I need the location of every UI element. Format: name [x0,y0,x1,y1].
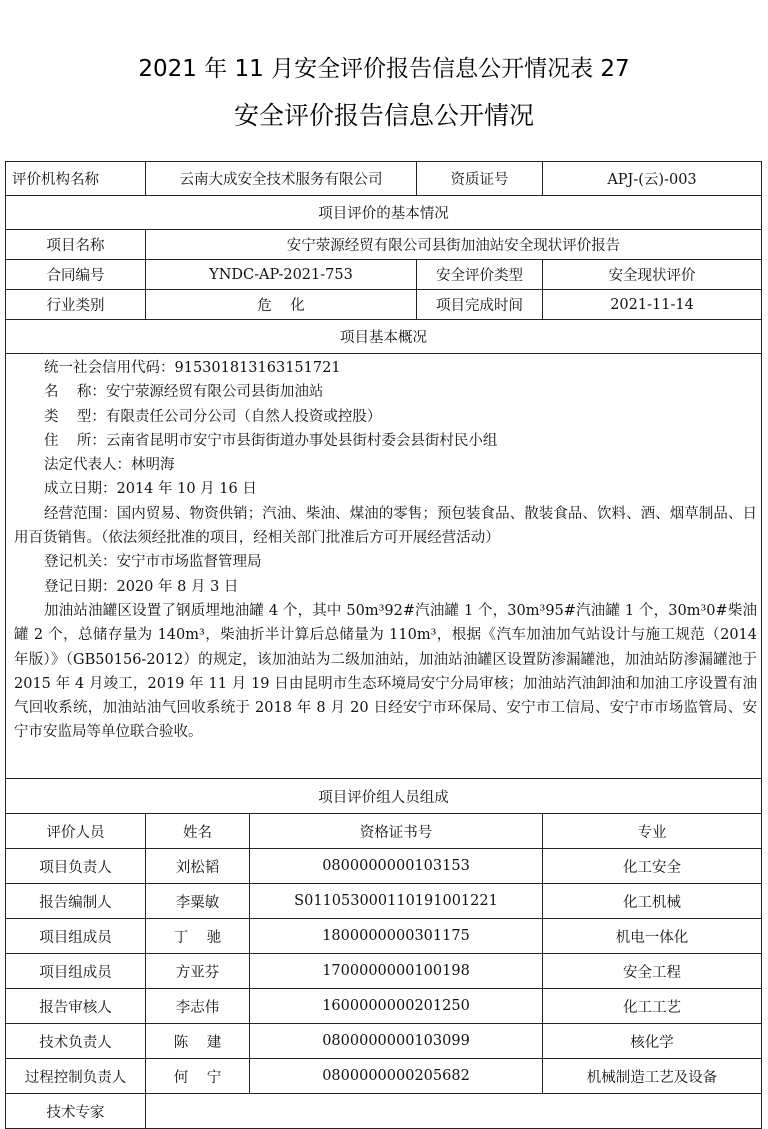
member-name: 丁 驰 [146,919,250,954]
team-row [6,849,762,884]
type-line: 类 型：有限责任公司分公司（自然人投资或控股） [44,408,382,425]
member-cert: 1700000000100198 [250,954,543,989]
org-value: 云南大成安全技术服务有限公司 [146,162,417,196]
member-major: 机电一体化 [543,919,762,954]
member-cert: 1600000000201250 [250,989,543,1024]
station-description: 加油站油罐区设置了钢质埋地油罐 4 个，其中 50m³92#汽油罐 1 个，30m³95#汽油罐 1 个，30m³0#柴油罐 2 个，总储存量为 140m³，柴油折半计算后总储量为 110m³，根据《汽车加油加气站设计与施工规范（2014 年版）》（GB50156-2012）的规定，该加油站为二级加油站，加油站油罐区设置防渗漏罐池，加油站防渗漏罐池于 2015 年 4 月竣工，2019 年 11 月 19 日由昆明市生态环境局安宁分局审核；加油站汽油卸油和加油工序设置有油气回收系统，加油站油气回收系统于 2018 年 8 月 20 日经安宁市环保局、安宁市工信局、安宁市市场监管局、安宁市安监局等单位联合验收。 [14,602,757,741]
member-cert: 1800000000301175 [250,919,543,954]
team-row [6,884,762,919]
member-name: 何 宁 [146,1059,250,1094]
member-cert: 0800000000205682 [250,1059,543,1094]
credit-code-line: 统一社会信用代码：915301813163151721 [44,360,341,376]
overview-row [6,354,762,779]
member-cert: S011053000110191001221 [250,884,543,919]
team-header-row [6,814,762,849]
team-row [6,989,762,1024]
member-role: 技术负责人 [6,1024,146,1059]
member-cert: 0800000000103153 [250,849,543,884]
document-title: 2021 年 11 月安全评价报告信息公开情况表 27 [138,56,630,82]
org-label: 评价机构名称 [6,162,146,196]
member-name: 刘松韬 [146,849,250,884]
registry-line: 登记机关：安宁市市场监督管理局 [44,554,262,571]
info-table [5,161,762,1129]
team-row [6,954,762,989]
basic-heading-row [6,196,762,230]
overview-heading-row [6,320,762,354]
address-line: 住 所：云南省昆明市安宁市县街街道办事处县街村委会县街村民小组 [44,432,498,449]
cert-value: APJ-(云)-003 [543,162,762,196]
member-major: 机械制造工艺及设备 [543,1059,762,1094]
legal-rep-line: 法定代表人：林明海 [44,457,175,474]
project-name-value: 安宁荥源经贸有限公司县街加油站安全现状评价报告 [146,230,762,260]
team-row [6,1059,762,1094]
col-role: 评价人员 [6,814,146,849]
expert-value [146,1094,762,1129]
member-role: 项目负责人 [6,849,146,884]
member-major: 化工工艺 [543,989,762,1024]
member-role: 项目组成员 [6,919,146,954]
project-name-row [6,230,762,260]
team-heading: 项目评价组人员组成 [6,779,762,814]
member-role: 过程控制负责人 [6,1059,146,1094]
eval-type-value: 安全现状评价 [543,260,762,290]
member-major: 化工机械 [543,884,762,919]
document-subtitle: 安全评价报告信息公开情况 [233,101,534,130]
team-heading-row [6,779,762,814]
member-major: 安全工程 [543,954,762,989]
col-name: 姓名 [146,814,250,849]
col-major: 专业 [543,814,762,849]
industry-value: 危 化 [146,290,417,320]
project-name-label: 项目名称 [6,230,146,260]
contract-label: 合同编号 [6,260,146,290]
founded-line: 成立日期：2014 年 10 月 16 日 [44,481,257,498]
contract-row [6,260,762,290]
member-name: 李志伟 [146,989,250,1024]
industry-label: 行业类别 [6,290,146,320]
member-role: 项目组成员 [6,954,146,989]
overview-heading: 项目基本概况 [6,320,762,354]
org-row [6,162,762,196]
member-major: 化工安全 [543,849,762,884]
expert-label: 技术专家 [6,1094,146,1129]
member-name: 方亚芬 [146,954,250,989]
name-line: 名 称：安宁荥源经贸有限公司县街加油站 [44,384,324,401]
basic-heading: 项目评价的基本情况 [6,196,762,230]
member-name: 陈 建 [146,1024,250,1059]
industry-row [6,290,762,320]
overview-content [6,354,762,779]
col-cert: 资格证书号 [250,814,543,849]
cert-label: 资质证号 [417,162,543,196]
member-name: 李粟敏 [146,884,250,919]
member-cert: 0800000000103099 [250,1024,543,1059]
reg-date-line: 登记日期：2020 年 8 月 3 日 [44,578,239,595]
eval-type-label: 安全评价类型 [417,260,543,290]
expert-row [6,1094,762,1129]
member-role: 报告审核人 [6,989,146,1024]
member-major: 核化学 [543,1024,762,1059]
finish-label: 项目完成时间 [417,290,543,320]
member-role: 报告编制人 [6,884,146,919]
team-row [6,919,762,954]
contract-value: YNDC-AP-2021-753 [146,260,417,290]
team-row [6,1024,762,1059]
business-scope: 经营范围：国内贸易、物资供销；汽油、柴油、煤油的零售；预包装食品、散装食品、饮料、酒、烟草制品、日用百货销售。（依法须经批准的项目，经相关部门批准后方可开展经营活动） [14,505,757,547]
finish-value: 2021-11-14 [543,290,762,320]
